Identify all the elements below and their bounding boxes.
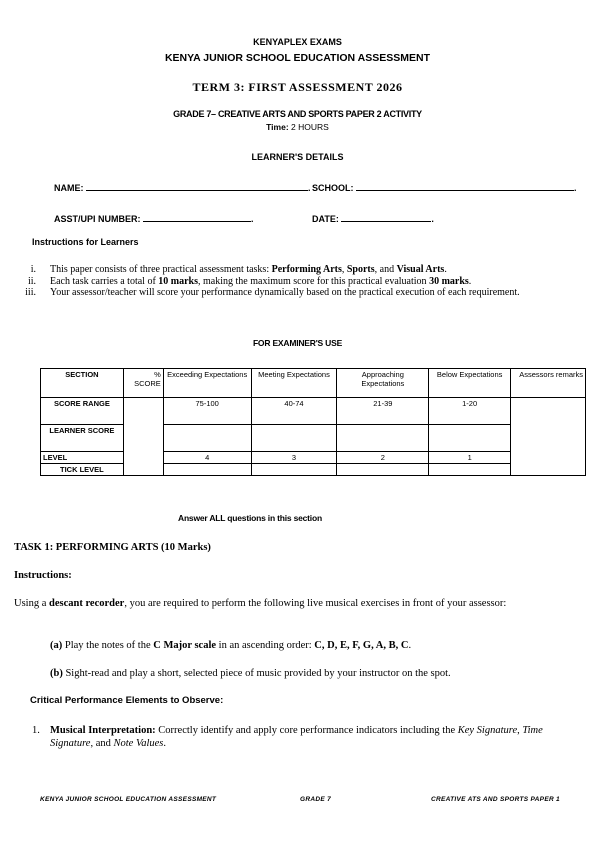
learner-score-cell[interactable]: [429, 425, 511, 452]
table-row: SCORE RANGE 75-100 40-74 21-39 1-20: [41, 398, 586, 425]
name-label: NAME:: [54, 183, 84, 193]
instructions-heading: Instructions for Learners: [32, 237, 139, 247]
instructions-list: [0, 264, 570, 299]
tick-level-cell[interactable]: [429, 464, 511, 476]
task1-part-a: (a) Play the notes of the C Major scale in an ascending order: C, D, E, F, G, A, B, C.: [50, 640, 412, 651]
time-value: 2 HOURS: [291, 122, 329, 132]
examiner-table: [40, 368, 586, 476]
table-row: LEARNER SCORE: [41, 425, 586, 452]
date-field[interactable]: DATE: .: [312, 211, 434, 224]
instruction-item: ii. Each task carries a total of 10 marks, making the maximum score for this practical evaluation 30 marks.: [27, 275, 472, 287]
critical-item-1: 1. Musical Interpretation: Correctly identify and apply core performance indicators including the Key Signature, Time Signature, and Note Values.: [32, 725, 543, 749]
critical-elements-heading: Critical Performance Elements to Observe:: [30, 695, 224, 706]
tick-level-cell[interactable]: [337, 464, 429, 476]
learner-details-heading: LEARNER'S DETAILS: [251, 152, 344, 162]
table-header-row: [41, 369, 586, 398]
learner-score-cell[interactable]: [337, 425, 429, 452]
header-remarks: Assessors remarks: [511, 369, 586, 398]
header-meeting: Meeting Expectations: [251, 369, 337, 398]
percent-score-cell[interactable]: [123, 398, 163, 476]
asst-blank[interactable]: [143, 211, 251, 222]
asst-field[interactable]: ASST/UPI NUMBER: .: [54, 211, 254, 224]
date-blank[interactable]: [341, 211, 431, 222]
tick-level-cell[interactable]: [163, 464, 251, 476]
remarks-cell[interactable]: [511, 398, 586, 476]
task1-part-b: (b) Sight-read and play a short, selected piece of music provided by your instructor on the spot.: [50, 668, 451, 679]
org-name: KENYAPLEX EXAMS: [253, 37, 342, 47]
header-below: Below Expectations: [429, 369, 511, 398]
section-note: Answer ALL questions in this section: [178, 513, 322, 523]
instruction-item: iii. Your assessor/teacher will score your performance dynamically based on the practical execution of each requirement.: [25, 287, 520, 298]
task1-intro: Using a descant recorder, you are required to perform the following live musical exercises in front of your assessor:: [14, 598, 507, 609]
time-label: Time:: [266, 122, 289, 132]
time-line: [0, 122, 595, 132]
header-score: % SCORE: [123, 369, 163, 398]
footer-right: CREATIVE ATS AND SPORTS PAPER 1: [431, 796, 560, 803]
header-exceeding: Exceeding Expectations: [163, 369, 251, 398]
instruction-item: i. This paper consists of three practical assessment tasks: Performing Arts, Sports, and Visual Arts.: [30, 264, 447, 275]
school-field[interactable]: SCHOOL: .: [312, 180, 577, 193]
term-title: TERM 3: FIRST ASSESSMENT 2026: [192, 80, 403, 94]
date-label: DATE:: [312, 214, 339, 224]
footer-left: KENYA JUNIOR SCHOOL EDUCATION ASSESSMENT: [40, 796, 217, 803]
examiner-title: FOR EXAMINER'S USE: [252, 338, 343, 348]
learner-score-cell[interactable]: [163, 425, 251, 452]
name-field[interactable]: NAME: .: [54, 180, 311, 193]
tick-level-cell[interactable]: [251, 464, 337, 476]
school-label: SCHOOL:: [312, 183, 354, 193]
school-blank[interactable]: [356, 180, 574, 191]
table-row: LEVEL 4 3 2 1: [41, 452, 586, 464]
header-section: SECTION: [41, 369, 124, 398]
task1-title: TASK 1: PERFORMING ARTS (10 Marks): [14, 542, 211, 553]
footer-center: GRADE 7: [300, 796, 331, 803]
asst-label: ASST/UPI NUMBER:: [54, 214, 141, 224]
task1-instructions-label: Instructions:: [14, 570, 72, 581]
assessment-title: KENYA JUNIOR SCHOOL EDUCATION ASSESSMENT: [164, 52, 431, 64]
table-row: TICK LEVEL: [41, 464, 586, 476]
grade-paper-title: GRADE 7– CREATIVE ARTS AND SPORTS PAPER 2 ACTIVITY: [173, 109, 422, 119]
learner-score-cell[interactable]: [251, 425, 337, 452]
name-blank[interactable]: [86, 180, 308, 191]
header-approaching: Approaching Expectations: [337, 369, 429, 398]
